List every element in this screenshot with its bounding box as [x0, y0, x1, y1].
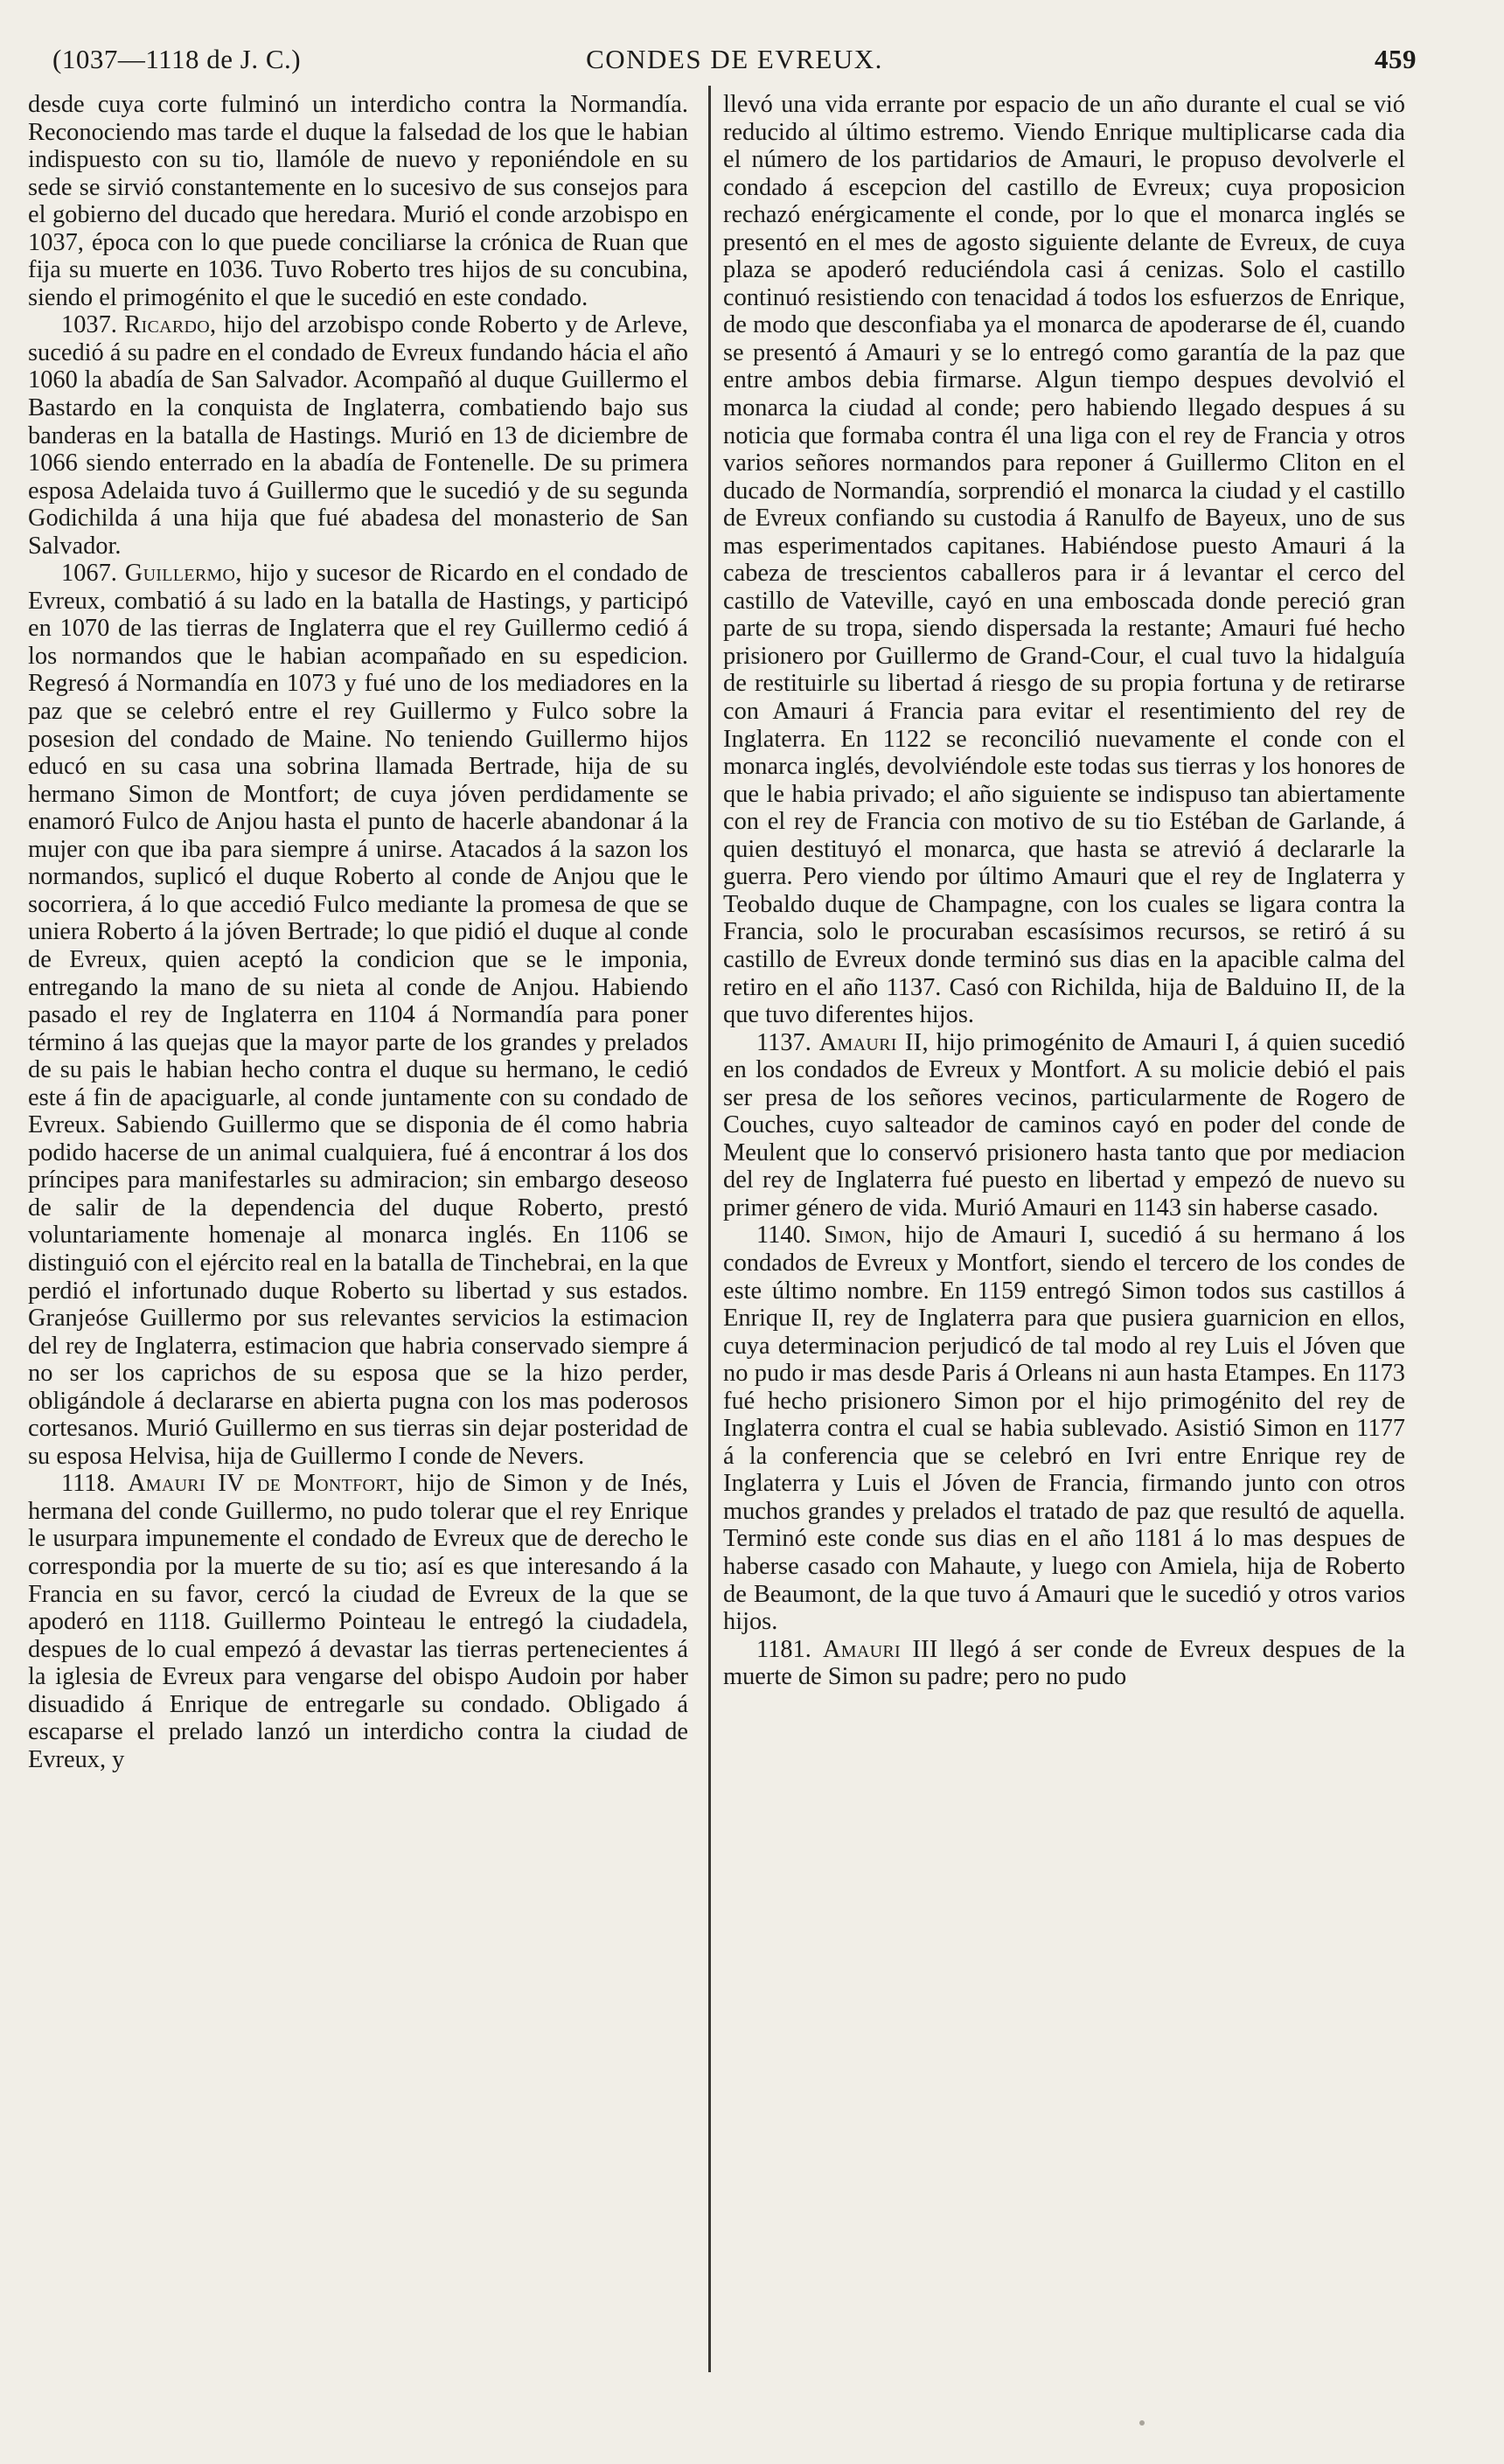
entry-name: Simon, [824, 1222, 893, 1249]
entry-simon [723, 1222, 1405, 1635]
column-divider [708, 86, 711, 2372]
entry-guillermo [28, 560, 688, 1470]
header-date-range: (1037—1118 de J. C.) [52, 44, 302, 74]
entry-text: hijo de Amauri I, sucedió á su hermano á los condados de Evreux y Montfort, siendo el tercero de los condes de este último nombre. En 1159 entregó Simon todos sus castillos á Enrique II, rey de Inglaterra para que pusiera guarnicion en ellos, cuya determinacion perjudicó de tal modo al rey Luis el Jóven que no pudo ir mas desde Paris á Orleans ni aun hasta Etampes. En 1173 fué hecho prisionero Simon por el hijo primogénito del rey de Inglaterra contra el cual se habia sublevado. Asistió Simon en 1177 á la conferencia que se celebró en Ivri entre Enrique rey de Inglaterra y Luis el Jóven de Francia, firmando junto con otros muchos grandes y prelados el tratado de paz que resultó de aquella. Terminó este conde sus dias en el año 1181 á lo mas despues de haberse casado con Mahaute, y luego con Amiela, hija de Roberto de Beaumont, de la que tuvo á Amauri que le sucedió y otros varios hijos. [723, 1222, 1405, 1636]
entry-text: hijo de Simon y de Inés, hermana del conde Guillermo, no pudo tolerar que el rey Enrique le usurpara impunemente el condado de Evreux que de derecho le correspondia por la muerte de su tio; así es que interesando á la Francia en su favor, cercó la ciudad de Evreux de la que se apoderó en 1118. Guillermo Pointeau le entregó la ciudadela, despues de lo cual empezó á devastar las tierras pertenecientes á la iglesia de Evreux para vengarse del obispo Audoin por haber disuadido á Enrique de entregarle su condado. Obligado á escaparse el prelado lanzó un interdicho contra la ciudad de Evreux, y [28, 1470, 688, 1773]
page-number: 459 [1375, 44, 1417, 74]
entry-year: 1181. [756, 1635, 811, 1663]
entry-text: hijo del arzobispo conde Roberto y de Arleve, sucedió á su padre en el condado de Evreux fundando hácia el año 1060 la abadía de San Salvador. Acompañó al duque Guillermo el Bastardo en la conquista de Inglaterra, combatiendo bajo sus banderas en la batalla de Hastings. Murió en 13 de diciembre de 1066 siendo enterrado en la abadía de Fontenelle. De su primera esposa Adelaida tuvo á Guillermo que le sucedió y de su segunda Godichilda á una hija que fué abadesa del monasterio de San Salvador. [28, 311, 688, 560]
left-column [28, 91, 688, 1773]
right-column [723, 91, 1405, 1691]
entry-year: 1118. [61, 1470, 115, 1498]
entry-year: 1140. [756, 1222, 811, 1249]
entry-name: Guillermo, [124, 560, 242, 588]
entry-name: Ricardo, [124, 311, 217, 339]
entry-text: hijo primogénito de Amauri I, á quien sucedió en los condados de Evreux y Montfort. A su molicie debió el pais ser presa de los señores vecinos, particularmente de Rogero de Couches, cuyo salteador de caminos cayó en poder del conde de Meulent que lo conservó prisionero hasta tanto que por mediacion del rey de Inglaterra fué puesto en libertad y empezó de nuevo su primer género de vida. Murió Amauri en 1143 sin haberse casado. [723, 1028, 1405, 1222]
entry-name: Amauri III [822, 1635, 938, 1663]
entry-text: hijo y sucesor de Ricardo en el condado de Evreux, combatió á su lado en la batalla de Hastings, y participó en 1070 de las tierras de Inglaterra que el rey Guillermo cedió á los normandos que le habian acompañado en su espedicion. Regresó á Normandía en 1073 y fué uno de los mediadores en la paz que se celebró entre el rey Guillermo y Fulco sobre la posesion del condado de Maine. No teniendo Guillermo hijos educó en su casa una sobrina llamada Bertrade, hija de su hermano Simon de Montfort; de cuya jóven perdidamente se enamoró Fulco de Anjou hasta el punto de hacerle abandonar á la mujer con que iba para siempre á unirse. Atacados á la sazon los normandos, suplicó el duque Roberto al conde de Anjou que le socorriera, á lo que accedió Fulco mediante la promesa de que se uniera Roberto á la jóven Bertrade; lo que pidió el duque al conde de Evreux, quien aceptó la condicion que se le imponia, entregando la mano de su nieta al conde de Anjou. Habiendo pasado el rey de Inglaterra en 1104 á Normandía para poner término á las quejas que la mayor parte de los grandes y prelados de su pais le habian hecho contra el duque su hermano, le cedió este á fin de apaciguarle, al conde juntamente con su condado de Evreux. Sabiendo Guillermo que se disponia de él como habria podido hacerse de un animal cualquiera, fué á encontrar á los dos príncipes para manifestarles su admiracion; sin embargo deseoso de salir de la dependencia del duque Roberto, prestó voluntariamente homenaje al monarca inglés. En 1106 se distinguió con el ejército real en la batalla de Tinchebrai, en la que perdió el infortunado duque Roberto su libertad y sus estados. Granjeóse Guillermo por sus relevantes servicios la estimacion del rey de Inglaterra, estimacion que habria conservado siempre á no ser los caprichos de su esposa que se la hizo perder, obligándole á declararse en abierta pugna con los mas poderosos cortesanos. Murió Guillermo en sus tierras sin dejar posteridad de su esposa Helvisa, hija de Guillermo I conde de Nevers. [28, 560, 688, 1470]
entry-amauri-iv [28, 1470, 688, 1773]
paragraph-continuation: desde cuya corte fulminó un interdicho contra la Normandía. Reconociendo mas tarde el duque la falsedad de los que le habian indispuesto con su tio, llamóle de nuevo y reponiéndole en su sede se sirvió constantemente en lo sucesivo de sus consejos para el gobierno del ducado que heredara. Murió el conde arzobispo en 1037, época con lo que puede conciliarse la crónica de Ruan que fija su muerte en 1036. Tuvo Roberto tres hijos de su concubina, siendo el primogénito el que le sucedió en este condado. [28, 91, 688, 311]
entry-amauri-ii [723, 1029, 1405, 1222]
entry-year: 1037. [61, 311, 117, 339]
entry-year: 1067. [61, 560, 117, 588]
header-title: CONDES DE EVREUX. [586, 44, 883, 74]
running-head [52, 44, 1417, 87]
paragraph-continuation: llevó una vida errante por espacio de un año durante el cual se vió reducido al último estremo. Viendo Enrique multiplicarse cada dia el número de los partidarios de Amauri, le propuso devolverle el condado á escepcion del castillo de Evreux; cuya proposicion rechazó enérgicamente el conde, por lo que el monarca inglés se presentó en el mes de agosto siguiente delante de Evreux, de cuya plaza se apoderó reduciéndola casi á cenizas. Solo el castillo continuó resistiendo con tenacidad á todos los esfuerzos de Enrique, de modo que desconfiaba ya el monarca de apoderarse de él, cuando se presentó á Amauri y se lo entregó como garantía de la paz que entre ambos debia firmarse. Algun tiempo despues devolvió el monarca la ciudad al conde; pero habiendo llegado despues á su noticia que formaba contra él una liga con el rey de Francia y otros varios señores normandos para reponer á Guillermo Cliton en el ducado de Normandía, sorprendió el monarca la ciudad y el castillo de Evreux confiando su custodia á Ranulfo de Bayeux, uno de sus mas esperimentados capitanes. Habiéndose puesto Amauri á la cabeza de trescientos caballeros para ir á levantar el cerco del castillo de Vateville, cayó en una emboscada donde pereció gran parte de su tropa, siendo dispersada la restante; Amauri fué hecho prisionero por Guillermo de Grand-Cour, el cual tuvo la hidalguía de restituirle su libertad á riesgo de su propia fortuna y de retirarse con Amauri á Francia para evitar el resentimiento del rey de Inglaterra. En 1122 se reconcilió nuevamente el conde con el monarca inglés, devolviéndole este todas sus tierras y los honores de que le habia privado; el año siguiente se indispuso tan abiertamente con el rey de Francia con motivo de su tio Estéban de Garlande, á quien destituyó el monarca, que hasta se atrevió á declararle la guerra. Pero viendo por último Amauri que el rey de Inglaterra y Teobaldo duque de Champagne, con los cuales se ligara contra la Francia, solo le procuraban escasísimos recursos, se retiró á su castillo de Evreux donde terminó sus dias en la apacible calma del retiro en el año 1137. Casó con Richilda, hija de Balduino II, de la que tuvo diferentes hijos. [723, 91, 1405, 1029]
entry-text: llegó á ser conde de Evreux despues de la muerte de Simon su padre; pero no pudo [723, 1635, 1406, 1691]
entry-year: 1137. [756, 1028, 811, 1056]
entry-name: Amauri II, [818, 1028, 929, 1056]
ink-speck [1139, 2420, 1145, 2426]
entry-amauri-iii [723, 1636, 1405, 1691]
entry-name: Amauri IV de Montfort, [127, 1470, 404, 1498]
entry-ricardo [28, 311, 688, 560]
